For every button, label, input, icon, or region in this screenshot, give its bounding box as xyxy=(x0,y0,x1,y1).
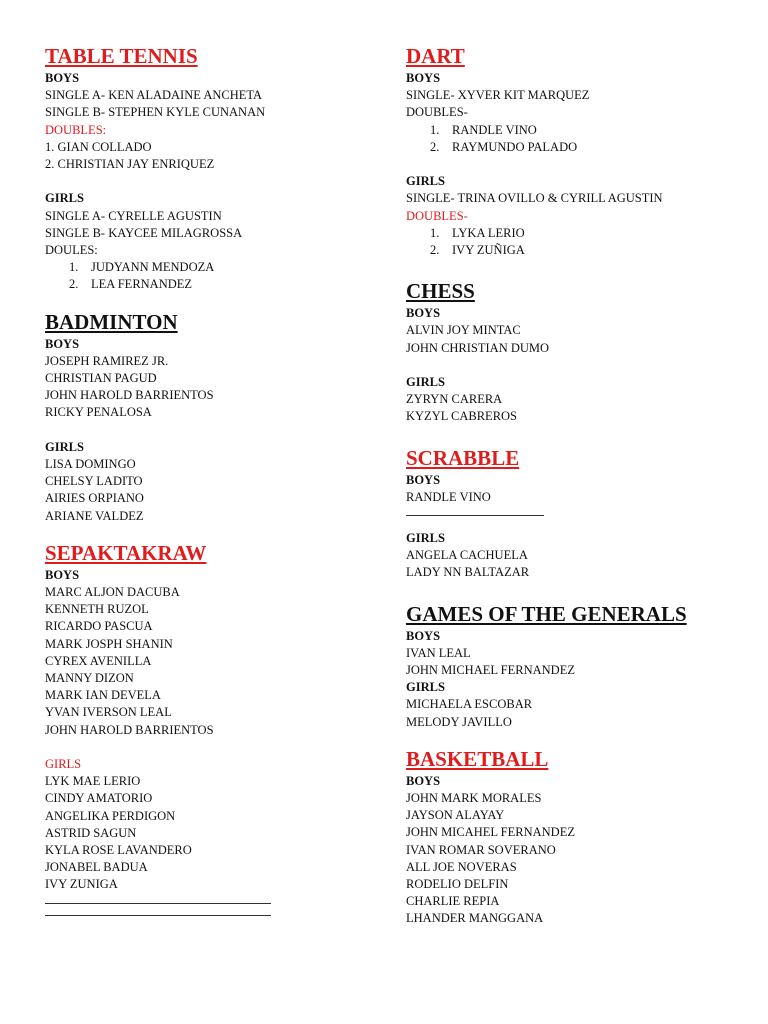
section-title-chess: CHESS xyxy=(406,279,475,304)
item-number: 1. xyxy=(430,122,440,137)
numbered-item xyxy=(45,259,365,276)
list-item: LHANDER MANGGANA xyxy=(406,911,544,926)
list-item: JONABEL BADUA xyxy=(45,860,148,875)
numbered-item xyxy=(406,225,746,242)
list-item: CINDY AMATORIO xyxy=(45,791,153,806)
scrabble-section xyxy=(406,444,746,582)
list-item: ANGELIKA PERDIGON xyxy=(45,808,176,823)
list-item: IVY ZUNIGA xyxy=(45,877,118,892)
item-text: LYKA LERIO xyxy=(452,225,525,240)
item-number: 1. xyxy=(69,260,79,275)
numbered-item xyxy=(45,276,365,293)
girls-label: GIRLS xyxy=(45,191,84,206)
item-number: 1. xyxy=(430,225,440,240)
girls-label: GIRLS xyxy=(406,375,445,390)
list-item: ANGELA CACHUELA xyxy=(406,548,528,563)
right-column xyxy=(406,42,746,928)
list-item: KYZYL CABREROS xyxy=(406,409,518,424)
list-item: ARIANE VALDEZ xyxy=(45,508,144,523)
list-item: MICHAELA ESCOBAR xyxy=(406,697,533,712)
boys-label: BOYS xyxy=(406,472,441,487)
list-item: CHARLIE REPIA xyxy=(406,894,500,909)
section-title-sepaktakraw: SEPAKTAKRAW xyxy=(45,540,207,565)
boys-label: BOYS xyxy=(406,628,441,643)
girls-label: GIRLS xyxy=(45,757,82,772)
list-item: IVAN LEAL xyxy=(406,645,471,660)
basketball-section xyxy=(406,745,746,928)
list-item: JOHN MARK MORALES xyxy=(406,791,542,806)
list-item: SINGLE B- STEPHEN KYLE CUNANAN xyxy=(45,105,266,120)
list-item: ALL JOE NOVERAS xyxy=(406,859,517,874)
badminton-section xyxy=(45,308,365,525)
blank-line xyxy=(45,906,271,916)
section-title-table-tennis: TABLE TENNIS xyxy=(45,44,198,68)
sepaktakraw-section xyxy=(45,539,365,916)
list-item: JOSEPH RAMIREZ JR. xyxy=(45,353,169,368)
dart-section xyxy=(406,42,746,259)
girls-label: GIRLS xyxy=(406,680,445,695)
list-item: RICARDO PASCUA xyxy=(45,619,153,634)
list-item: SINGLE A- KEN ALADAINE ANCHETA xyxy=(45,88,263,103)
boys-label: BOYS xyxy=(406,71,441,85)
item-text: RANDLE VINO xyxy=(452,122,537,137)
list-item: CHRISTIAN PAGUD xyxy=(45,371,157,386)
section-title-dart: DART xyxy=(406,44,465,68)
girls-label: GIRLS xyxy=(406,174,445,189)
list-item: 1. GIAN COLLADO xyxy=(45,139,152,154)
list-item: LADY NN BALTAZAR xyxy=(406,565,530,580)
item-number: 2. xyxy=(430,139,440,154)
blank-line xyxy=(406,506,544,516)
boys-label: BOYS xyxy=(45,567,80,582)
section-title-basketball: BASKETBALL xyxy=(406,746,549,771)
list-item: RANDLE VINO xyxy=(406,489,491,504)
list-item: 2. CHRISTIAN JAY ENRIQUEZ xyxy=(45,157,215,172)
doubles-label: DOUBLES: xyxy=(45,122,107,137)
item-text: IVY ZUÑIGA xyxy=(452,243,525,258)
blank-line xyxy=(45,894,271,904)
numbered-item xyxy=(406,139,746,156)
games-of-the-generals-section xyxy=(406,600,746,731)
left-column xyxy=(45,42,365,924)
list-item: JOHN MICAHEL FERNANDEZ xyxy=(406,825,575,840)
girls-label: GIRLS xyxy=(406,531,445,546)
list-item: MARC ALJON DACUBA xyxy=(45,585,180,600)
list-item: MELODY JAVILLO xyxy=(406,714,512,729)
item-text: RAYMUNDO PALADO xyxy=(452,139,578,154)
item-number: 2. xyxy=(69,277,79,292)
girls-label: GIRLS xyxy=(45,439,84,454)
list-item: SINGLE B- KAYCEE MILAGROSSA xyxy=(45,225,243,240)
numbered-item xyxy=(406,242,746,259)
list-item: MANNY DIZON xyxy=(45,671,134,686)
list-item: RICKY PENALOSA xyxy=(45,405,152,420)
chess-section xyxy=(406,277,746,425)
list-item: CYREX AVENILLA xyxy=(45,653,152,668)
item-text: JUDYANN MENDOZA xyxy=(91,260,215,275)
list-item: KENNETH RUZOL xyxy=(45,602,149,617)
list-item: YVAN IVERSON LEAL xyxy=(45,705,172,720)
doubles-label: DOUBLES- xyxy=(406,105,468,120)
item-number: 2. xyxy=(430,243,440,258)
list-item: AIRIES ORPIANO xyxy=(45,491,144,506)
list-item: KYLA ROSE LAVANDERO xyxy=(45,843,192,858)
doubles-label: DOULES: xyxy=(45,243,98,258)
doubles-label: DOUBLES- xyxy=(406,208,468,223)
list-item: JAYSON ALAYAY xyxy=(406,808,505,823)
list-item: JOHN HAROLD BARRIENTOS xyxy=(45,722,214,737)
boys-label: BOYS xyxy=(406,306,441,321)
list-item: ALVIN JOY MINTAC xyxy=(406,323,521,338)
list-item: LISA DOMINGO xyxy=(45,457,136,472)
list-item: MARK IAN DEVELA xyxy=(45,688,161,703)
section-title-badminton: BADMINTON xyxy=(45,309,178,334)
section-title-games-of-the-generals: GAMES OF THE GENERALS xyxy=(406,601,687,626)
list-item: LYK MAE LERIO xyxy=(45,774,141,789)
list-item: ASTRID SAGUN xyxy=(45,825,137,840)
list-item: ZYRYN CARERA xyxy=(406,392,503,407)
table-tennis-section xyxy=(45,42,365,294)
list-item: JOHN HAROLD BARRIENTOS xyxy=(45,388,214,403)
list-item: MARK JOSPH SHANIN xyxy=(45,636,173,651)
list-item: SINGLE A- CYRELLE AGUSTIN xyxy=(45,208,222,223)
section-title-scrabble: SCRABBLE xyxy=(406,445,520,470)
list-item: JOHN MICHAEL FERNANDEZ xyxy=(406,663,575,678)
boys-label: BOYS xyxy=(45,71,80,85)
list-item: IVAN ROMAR SOVERANO xyxy=(406,842,556,857)
boys-label: BOYS xyxy=(45,336,80,351)
list-item: JOHN CHRISTIAN DUMO xyxy=(406,340,550,355)
numbered-item xyxy=(406,122,746,139)
list-item: CHELSY LADITO xyxy=(45,474,143,489)
list-item: RODELIO DELFIN xyxy=(406,877,509,892)
list-item: SINGLE- XYVER KIT MARQUEZ xyxy=(406,88,590,103)
item-text: LEA FERNANDEZ xyxy=(91,277,193,292)
list-item: SINGLE- TRINA OVILLO & CYRILL AGUSTIN xyxy=(406,191,663,206)
boys-label: BOYS xyxy=(406,773,441,788)
